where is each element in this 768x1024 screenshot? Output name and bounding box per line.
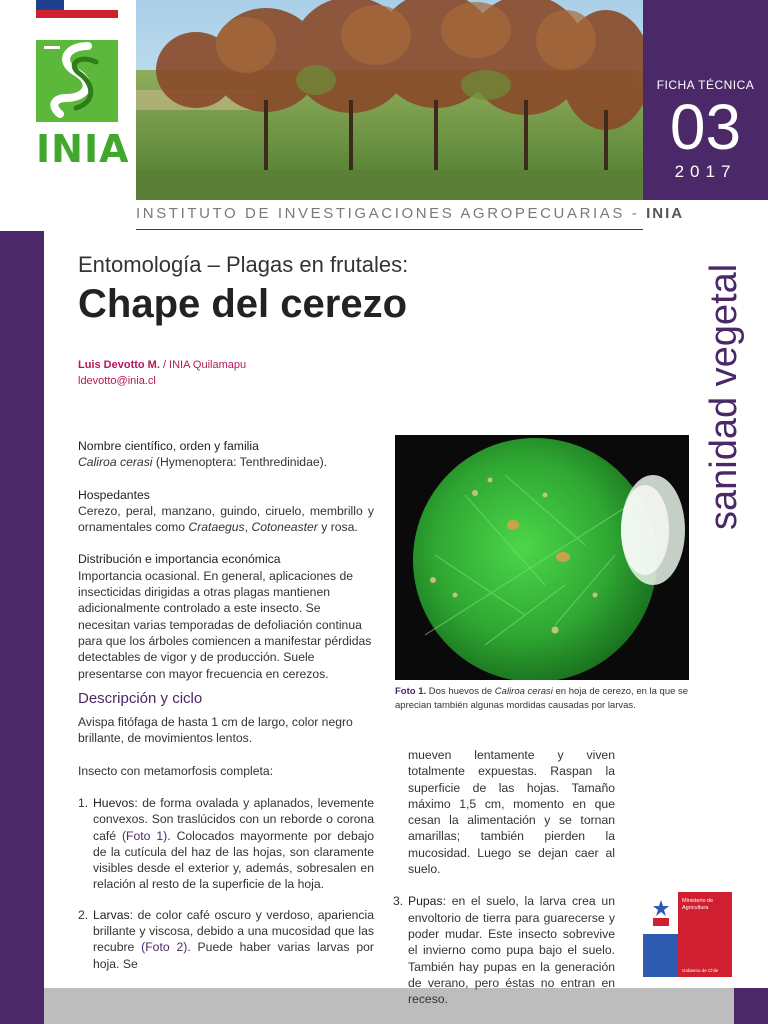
hospedantes-text bbox=[78, 503, 374, 536]
cotoneaster-name: Cotoneaster bbox=[251, 520, 318, 535]
descripcion-block bbox=[78, 714, 374, 779]
list-item bbox=[78, 907, 374, 972]
list-text-cont: . Colocados mayormente por debajo de la cutícula del haz de las hojas, son claramente visibles desde el exterior y, además, sobresalen en relación al resto de la superficie de la hoja. bbox=[93, 828, 374, 892]
inia-logo-text: INIA bbox=[36, 127, 130, 171]
ficha-label: FICHA TÉCNICA bbox=[656, 78, 755, 92]
descripcion-text: Avispa fitófaga de hasta 1 cm de largo, color negro brillante, de movimientos lentos. bbox=[78, 715, 353, 746]
inia-logo-icon bbox=[36, 40, 118, 122]
foto1-image bbox=[395, 435, 689, 680]
nombre-rest: (Hymenoptera: Tenthredinidae). bbox=[152, 455, 328, 470]
article-title: Chape del cerezo bbox=[78, 282, 408, 326]
larvas-continuation: mueven lentamente y viven totalmente expuestas. Raspan la superficie de las hojas. Tamaño máximo 1,5 cm, momento en que cesan la alimentación y se tornan amarillas; también pierden la mucosidad. Luego se dejan caer al suelo. bbox=[408, 748, 615, 877]
list-text-cont: . Puede haber varias larvas por hoja. Se bbox=[93, 940, 374, 971]
ficha-year: 2017 bbox=[674, 162, 737, 181]
bottom-gray-band bbox=[44, 988, 734, 1024]
foto1-caption bbox=[395, 685, 695, 713]
right-column bbox=[393, 747, 615, 1021]
foto-reference-link[interactable]: (Foto 2) bbox=[141, 940, 188, 955]
list-term: Pupas bbox=[408, 894, 443, 909]
species-name: Caliroa cerasi bbox=[78, 455, 153, 470]
left-purple-bar bbox=[0, 231, 44, 1024]
ministerio-footer: Gobierno de Chile bbox=[682, 968, 719, 973]
author-affiliation: / INIA Quilamapu bbox=[159, 359, 247, 371]
list-item bbox=[78, 795, 374, 893]
list-number: 1. bbox=[78, 796, 89, 810]
chile-coat-of-arms-icon bbox=[649, 898, 673, 928]
nombre-heading: Nombre científico, orden y familia bbox=[78, 439, 259, 453]
section-vertical-label: sanidad vegetal bbox=[703, 263, 745, 530]
hospedantes-end: y rosa. bbox=[317, 520, 358, 535]
list-number: 2. bbox=[78, 907, 89, 922]
list-number: 3. bbox=[393, 894, 404, 909]
nombre-text bbox=[78, 454, 374, 470]
metamorfosis-text: Insecto con metamorfosis completa: bbox=[78, 763, 274, 778]
caption-post: en hoja de cerezo, en la que se aprecian también algunas mordidas causadas por larvas. bbox=[395, 686, 689, 711]
distribucion-text: Importancia ocasional. En general, aplicaciones de insecticidas dirigidas a otras plagas mantienen adicionalmente controlado a este insecto. Se necesitan varias temporadas de defoliación continua para que los árboles comiencen a manifestar pérdidas detectables de vigor y de producción. Suele presentarse con mayor frecuencia en cerezos. bbox=[78, 568, 372, 681]
list-item bbox=[393, 893, 615, 1007]
distribucion-heading: Distribución e importancia económica bbox=[78, 552, 281, 567]
list-text: : en el suelo, la larva crea un envoltorio de tierra para guarecerse y poder mudar. Este insecto sobrevive el invierno como pupa bajo el suelo. También hay pupas en la generación de verano, pero éstas no entran en receso. bbox=[408, 894, 615, 1007]
foto-reference-link[interactable]: (Foto 1) bbox=[122, 828, 168, 843]
institute-name bbox=[136, 205, 685, 222]
ficha-tecnica-block bbox=[643, 0, 768, 200]
chile-flag-strip bbox=[36, 0, 118, 20]
caption-species: Caliroa cerasi bbox=[494, 686, 553, 697]
institute-acronym: INIA bbox=[646, 205, 685, 222]
life-stage-list bbox=[78, 795, 374, 986]
list-text: : de forma ovalada y aplanados, levemente convexos. Son traslúcidos con un reborde o corona café bbox=[93, 796, 374, 843]
bottom-right-purple-bar bbox=[734, 988, 768, 1024]
ministerio-agricultura-logo bbox=[643, 892, 732, 977]
foto1-label: Foto 1. bbox=[395, 686, 427, 697]
author-line bbox=[78, 359, 246, 371]
article-subtitle: Entomología – Plagas en frutales: bbox=[78, 252, 409, 277]
ficha-number: 03 bbox=[669, 91, 742, 163]
list-text: : de color café oscuro y verdoso, apariencia brillante y viscosa, debido a una mucosidad que las recubre bbox=[93, 907, 374, 955]
institute-prefix: INSTITUTO DE INVESTIGACIONES AGROPECUARIAS - bbox=[136, 205, 647, 222]
author-name: Luis Devotto M. bbox=[78, 359, 160, 371]
caption-pre: Dos huevos de bbox=[426, 686, 495, 697]
ministerio-title: Ministerio de Agricultura bbox=[682, 898, 714, 911]
crataegus-name: Crataegus bbox=[188, 520, 245, 535]
hospedantes-comma: , bbox=[244, 520, 252, 535]
descripcion-heading: Descripción y ciclo bbox=[78, 690, 203, 707]
list-term: Huevos bbox=[93, 796, 135, 810]
left-column bbox=[78, 438, 374, 682]
hospedantes-heading: Hospedantes bbox=[78, 487, 150, 502]
list-term: Larvas bbox=[93, 907, 130, 922]
author-email-link[interactable]: ldevotto@inia.cl bbox=[78, 375, 156, 387]
header-divider bbox=[136, 229, 643, 230]
hospedantes-text1: Cerezo, peral, manzano, guindo, ciruelo, membrillo y ornamentales como bbox=[78, 503, 374, 535]
orchard-photo bbox=[136, 0, 643, 200]
